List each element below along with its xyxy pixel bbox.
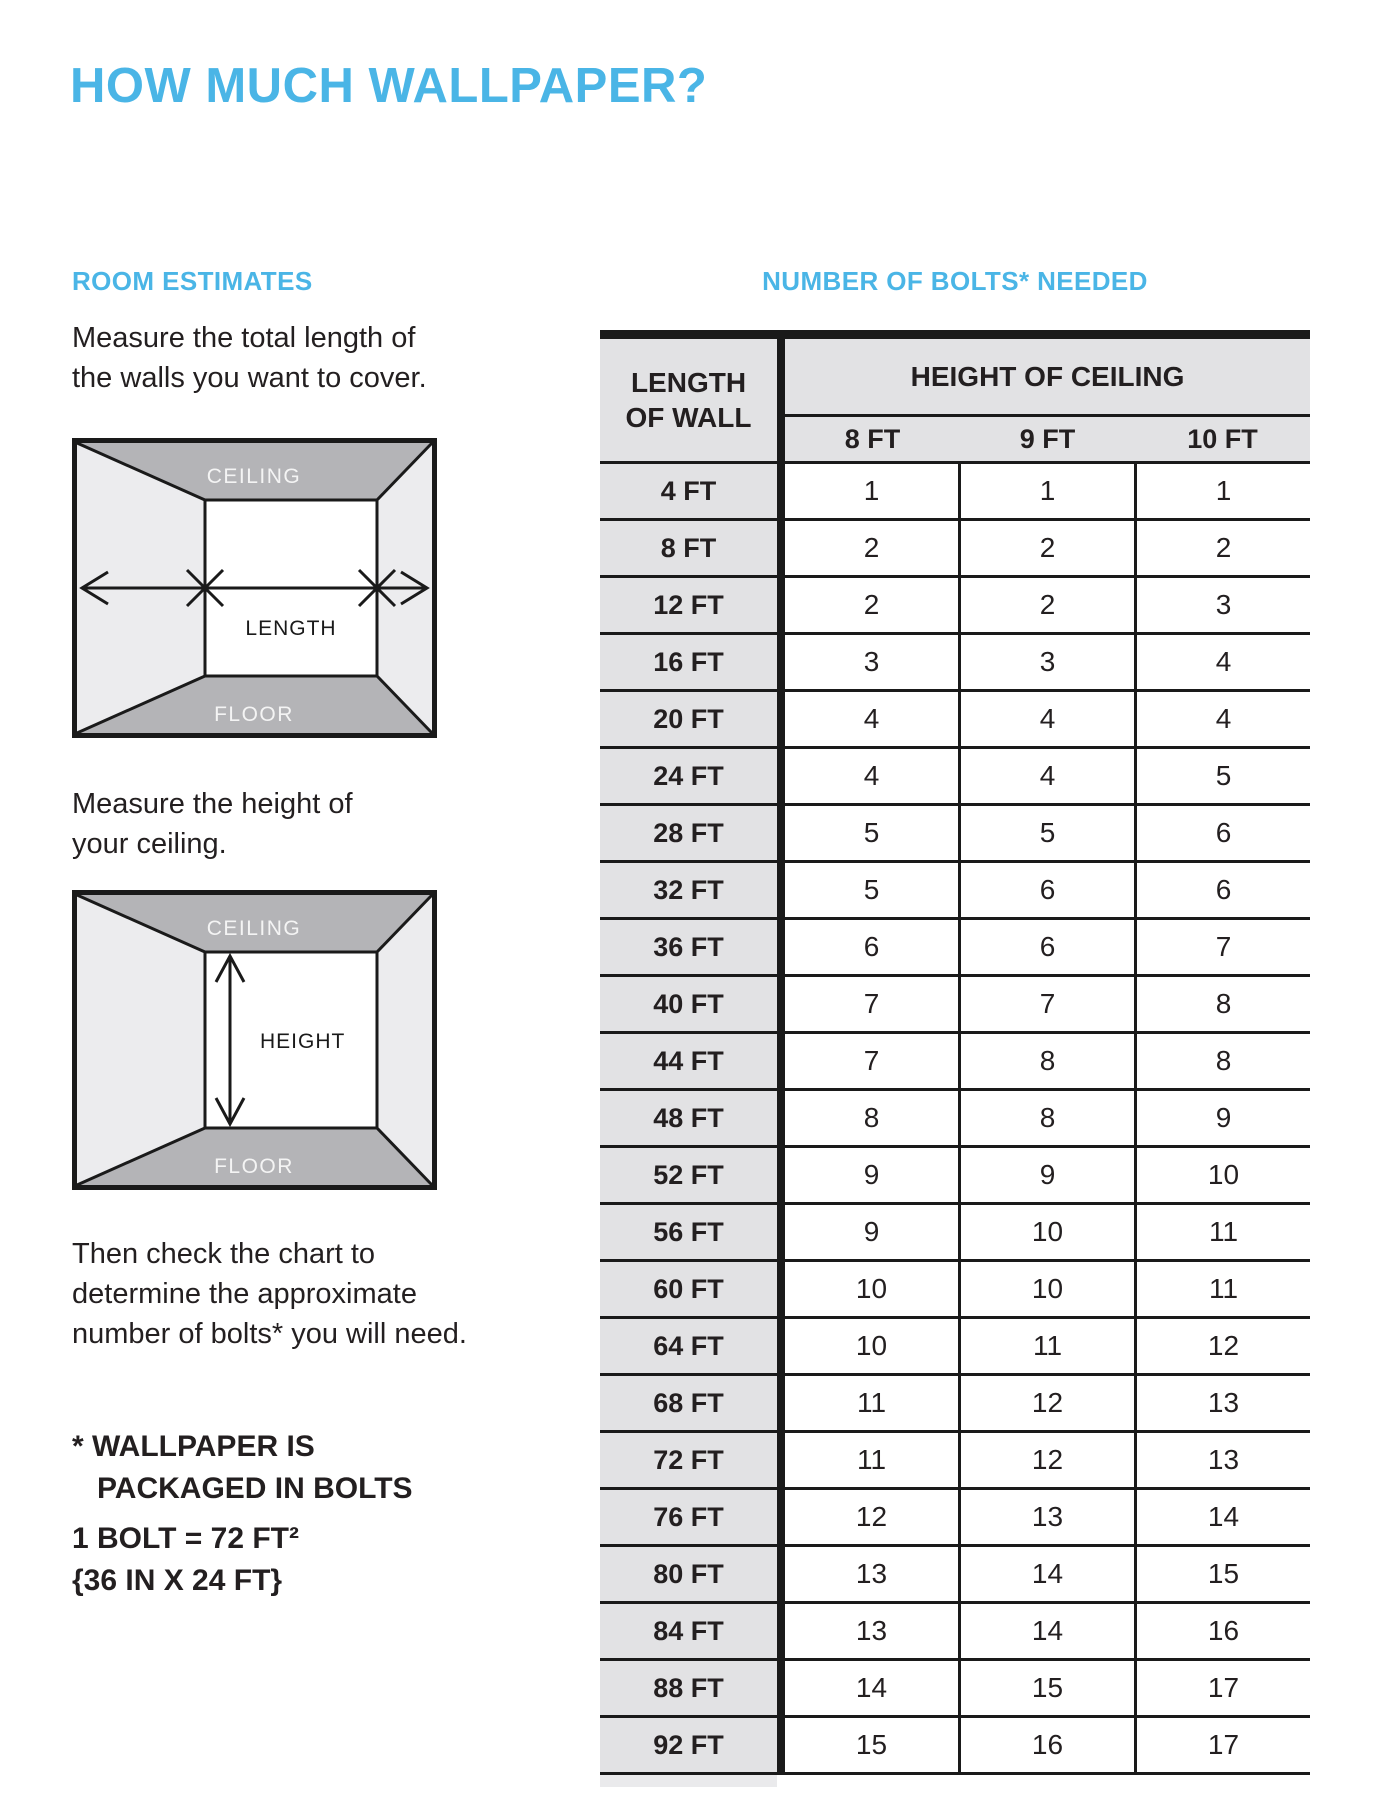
table-row — [600, 521, 1310, 578]
bolt-count-cell: 14 — [961, 1547, 1137, 1601]
bolt-count-cell: 2 — [961, 578, 1137, 632]
row-length-label: 92 FT — [600, 1718, 777, 1772]
row-length-label: 84 FT — [600, 1604, 777, 1658]
table-row — [600, 1262, 1310, 1319]
bolt-count-cell: 4 — [785, 749, 961, 803]
row-length-label: 12 FT — [600, 578, 777, 632]
table-left-column-tab — [600, 1775, 777, 1787]
bolt-count-cell: 8 — [961, 1091, 1137, 1145]
column-divider — [777, 339, 785, 461]
bolt-count-cell: 9 — [961, 1148, 1137, 1202]
bolt-count-cell: 11 — [785, 1376, 961, 1430]
bolt-count-cell: 14 — [785, 1661, 961, 1715]
column-divider — [777, 692, 785, 746]
bolt-count-cell: 3 — [961, 635, 1137, 689]
column-divider — [777, 578, 785, 632]
row-length-label: 72 FT — [600, 1433, 777, 1487]
room-estimates-heading: ROOM ESTIMATES — [72, 266, 313, 296]
table-row — [600, 977, 1310, 1034]
ceiling-height-header-group — [785, 339, 1310, 461]
row-length-label: 64 FT — [600, 1319, 777, 1373]
table-row — [600, 1433, 1310, 1490]
floor-label: FLOOR — [214, 703, 294, 726]
bolt-count-cell: 13 — [785, 1547, 961, 1601]
row-length-label: 24 FT — [600, 749, 777, 803]
table-row — [600, 692, 1310, 749]
bolt-count-cell: 17 — [1137, 1718, 1310, 1772]
bolt-count-cell: 1 — [785, 464, 961, 518]
table-row — [600, 1490, 1310, 1547]
column-divider — [777, 977, 785, 1031]
table-row — [600, 1148, 1310, 1205]
bolt-count-cell: 4 — [961, 749, 1137, 803]
row-length-label: 68 FT — [600, 1376, 777, 1430]
ceiling-height-subheader-row — [785, 417, 1310, 461]
row-length-label: 56 FT — [600, 1205, 777, 1259]
instruction-line: Measure the height of — [72, 788, 353, 820]
column-divider — [777, 1034, 785, 1088]
column-divider — [777, 1433, 785, 1487]
bolt-count-cell: 14 — [1137, 1490, 1310, 1544]
bolt-count-cell: 8 — [1137, 1034, 1310, 1088]
row-length-label: 40 FT — [600, 977, 777, 1031]
table-row — [600, 464, 1310, 521]
table-row — [600, 806, 1310, 863]
bolt-count-cell: 15 — [1137, 1547, 1310, 1601]
table-row — [600, 1376, 1310, 1433]
header-line: OF WALL — [625, 402, 752, 433]
bolt-count-cell: 16 — [961, 1718, 1137, 1772]
table-row — [600, 920, 1310, 977]
table-top-border — [600, 330, 1310, 339]
ceiling-label: CEILING — [206, 465, 302, 488]
bolt-count-cell: 8 — [785, 1091, 961, 1145]
table-row — [600, 749, 1310, 806]
bolt-count-cell: 4 — [785, 692, 961, 746]
height-of-ceiling-header: HEIGHT OF CEILING — [785, 339, 1310, 417]
bolt-count-cell: 13 — [785, 1604, 961, 1658]
bolt-count-cell: 11 — [785, 1433, 961, 1487]
bolt-count-cell: 8 — [961, 1034, 1137, 1088]
instruction-line: Then check the chart to — [72, 1238, 376, 1270]
row-length-label: 20 FT — [600, 692, 777, 746]
table-row — [600, 1034, 1310, 1091]
bolt-count-cell: 6 — [1137, 863, 1310, 917]
bolt-count-cell: 7 — [785, 1034, 961, 1088]
bolt-count-cell: 10 — [785, 1262, 961, 1316]
bolt-count-cell: 7 — [1137, 920, 1310, 974]
bolt-count-cell: 8 — [1137, 977, 1310, 1031]
instruction-line: your ceiling. — [72, 828, 227, 860]
row-length-label: 60 FT — [600, 1262, 777, 1316]
page-title: HOW MUCH WALLPAPER? — [70, 59, 708, 113]
column-divider — [777, 1490, 785, 1544]
bolts-needed-heading: NUMBER OF BOLTS* NEEDED — [762, 266, 1148, 296]
row-length-label: 36 FT — [600, 920, 777, 974]
room-height-diagram — [72, 890, 437, 1190]
bolt-count-cell: 6 — [1137, 806, 1310, 860]
column-divider — [777, 920, 785, 974]
bolt-count-cell: 6 — [785, 920, 961, 974]
bolt-count-cell: 9 — [1137, 1091, 1310, 1145]
column-divider — [777, 1319, 785, 1373]
row-length-label: 28 FT — [600, 806, 777, 860]
column-divider — [777, 1376, 785, 1430]
instruction-check-chart — [72, 1234, 467, 1354]
column-divider — [777, 1547, 785, 1601]
bolt-count-cell: 7 — [961, 977, 1137, 1031]
instruction-line: the walls you want to cover. — [72, 362, 427, 394]
bolt-count-cell: 3 — [1137, 578, 1310, 632]
bolt-count-cell: 10 — [961, 1205, 1137, 1259]
column-divider — [777, 521, 785, 575]
col-header-8ft: 8 FT — [844, 423, 901, 454]
room-length-diagram — [72, 438, 437, 738]
bolt-count-cell: 11 — [1137, 1205, 1310, 1259]
bolt-count-cell: 2 — [785, 578, 961, 632]
column-divider — [777, 1661, 785, 1715]
row-length-label: 16 FT — [600, 635, 777, 689]
bolt-count-cell: 10 — [785, 1319, 961, 1373]
bolt-count-cell: 6 — [961, 920, 1137, 974]
row-length-label: 44 FT — [600, 1034, 777, 1088]
bolt-count-cell: 2 — [1137, 521, 1310, 575]
column-divider — [777, 464, 785, 518]
bolt-count-cell: 2 — [961, 521, 1137, 575]
bolt-size-info — [72, 1518, 299, 1602]
bolt-count-cell: 1 — [961, 464, 1137, 518]
row-length-label: 52 FT — [600, 1148, 777, 1202]
row-length-label: 76 FT — [600, 1490, 777, 1544]
table-row — [600, 1547, 1310, 1604]
table-row — [600, 578, 1310, 635]
bolt-count-cell: 13 — [1137, 1433, 1310, 1487]
col-header-9ft: 9 FT — [1019, 423, 1076, 454]
column-divider — [777, 1091, 785, 1145]
row-length-label: 80 FT — [600, 1547, 777, 1601]
table-body — [600, 464, 1310, 1775]
footnote-line: PACKAGED IN BOLTS — [97, 1472, 413, 1505]
instruction-line: Measure the total length of — [72, 322, 416, 354]
bolt-count-cell: 2 — [785, 521, 961, 575]
bolt-count-cell: 10 — [961, 1262, 1137, 1316]
bolt-count-cell: 12 — [961, 1376, 1137, 1430]
column-divider — [777, 1148, 785, 1202]
table-row — [600, 1319, 1310, 1376]
row-length-label: 32 FT — [600, 863, 777, 917]
column-divider — [777, 863, 785, 917]
room-height-diagram-svg — [72, 890, 437, 1190]
bolt-count-cell: 3 — [785, 635, 961, 689]
bolt-count-cell: 12 — [961, 1433, 1137, 1487]
length-of-wall-header — [600, 339, 777, 461]
table-row — [600, 1604, 1310, 1661]
bolt-count-cell: 5 — [961, 806, 1137, 860]
bolt-count-cell: 9 — [785, 1205, 961, 1259]
column-divider — [777, 1205, 785, 1259]
column-divider — [777, 749, 785, 803]
bolt-count-cell: 17 — [1137, 1661, 1310, 1715]
instruction-measure-height — [72, 784, 353, 864]
bolt-count-cell: 15 — [785, 1718, 961, 1772]
table-row — [600, 1091, 1310, 1148]
column-divider — [777, 1262, 785, 1316]
instruction-line: number of bolts* you will need. — [72, 1318, 467, 1350]
bolt-count-cell: 11 — [1137, 1262, 1310, 1316]
bolt-count-cell: 16 — [1137, 1604, 1310, 1658]
bolt-count-cell: 4 — [961, 692, 1137, 746]
bolt-count-cell: 11 — [961, 1319, 1137, 1373]
column-divider — [777, 1604, 785, 1658]
row-length-label: 8 FT — [600, 521, 777, 575]
height-label: HEIGHT — [260, 1030, 346, 1053]
bolt-info-line: {36 IN X 24 FT} — [72, 1564, 283, 1597]
length-label: LENGTH — [245, 617, 337, 640]
row-length-label: 4 FT — [600, 464, 777, 518]
floor-label: FLOOR — [214, 1155, 294, 1178]
column-divider — [777, 1718, 785, 1772]
table-row — [600, 1718, 1310, 1775]
bolt-count-cell: 14 — [961, 1604, 1137, 1658]
bolt-info-line: 1 BOLT = 72 FT² — [72, 1522, 299, 1555]
row-length-label: 48 FT — [600, 1091, 777, 1145]
table-row — [600, 635, 1310, 692]
bolt-count-cell: 4 — [1137, 692, 1310, 746]
bolt-count-cell: 13 — [1137, 1376, 1310, 1430]
header-line: LENGTH — [630, 367, 747, 398]
bolt-count-cell: 5 — [785, 806, 961, 860]
column-divider — [777, 806, 785, 860]
bolt-count-cell: 13 — [961, 1490, 1137, 1544]
col-header-10ft: 10 FT — [1187, 423, 1258, 454]
column-divider — [777, 635, 785, 689]
table-row — [600, 1661, 1310, 1718]
bolt-count-cell: 5 — [1137, 749, 1310, 803]
ceiling-label: CEILING — [206, 917, 302, 940]
bolt-count-cell: 15 — [961, 1661, 1137, 1715]
bolt-count-cell: 5 — [785, 863, 961, 917]
wallpaper-bolts-footnote — [72, 1426, 413, 1510]
bolts-table — [600, 330, 1310, 1787]
bolt-count-cell: 6 — [961, 863, 1137, 917]
table-header — [600, 339, 1310, 461]
bolt-count-cell: 9 — [785, 1148, 961, 1202]
bolt-count-cell: 4 — [1137, 635, 1310, 689]
bolt-count-cell: 1 — [1137, 464, 1310, 518]
room-length-diagram-svg — [72, 438, 437, 738]
row-length-label: 88 FT — [600, 1661, 777, 1715]
bolt-count-cell: 12 — [1137, 1319, 1310, 1373]
bolt-count-cell: 10 — [1137, 1148, 1310, 1202]
bolt-count-cell: 7 — [785, 977, 961, 1031]
instruction-measure-length — [72, 318, 427, 398]
table-row — [600, 863, 1310, 920]
instruction-line: determine the approximate — [72, 1278, 417, 1310]
bolt-count-cell: 12 — [785, 1490, 961, 1544]
footnote-line: * WALLPAPER IS — [72, 1430, 315, 1463]
table-row — [600, 1205, 1310, 1262]
